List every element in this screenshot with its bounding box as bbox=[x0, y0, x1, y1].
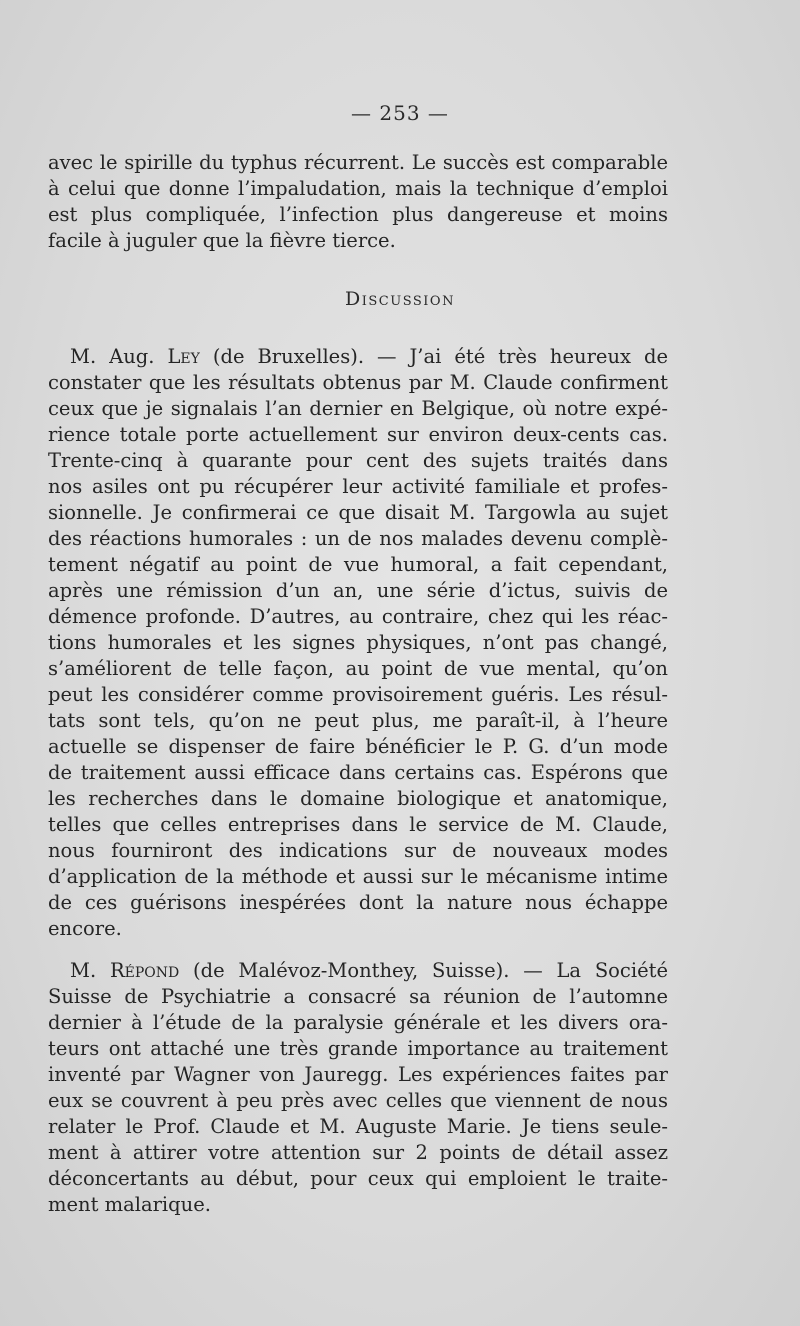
text-line: facile à juguler que la fièvre tierce. bbox=[48, 229, 396, 252]
text-line: tions humorales et les signes physiques, n’ont pas changé, bbox=[48, 631, 668, 654]
text-line-speaker bbox=[48, 958, 668, 984]
text-line: démence profonde. D’autres, au contraire, chez qui les réac- bbox=[48, 605, 668, 628]
text-line: de ces guérisons inespérées dont la nature nous échappe bbox=[48, 891, 668, 914]
text-line: sionnelle. Je confirmerai ce que disait M. Targowla au sujet bbox=[48, 501, 668, 524]
text-line: ceux que je signalais l’an dernier en Belgique, où notre expé- bbox=[48, 397, 668, 420]
text-line: constater que les résultats obtenus par M. Claude confirment bbox=[48, 371, 668, 394]
text-line: rience totale porte actuellement sur environ deux-cents cas. bbox=[48, 423, 668, 446]
text-line: déconcertants au début, pour ceux qui emploient le traite- bbox=[48, 1167, 668, 1190]
text-line: ment à attirer votre attention sur 2 points de détail assez bbox=[48, 1141, 668, 1164]
text-line: des réactions humorales : un de nos malades devenu complè- bbox=[48, 527, 668, 550]
text-line: ment malarique. bbox=[48, 1193, 211, 1216]
text-line: tement négatif au point de vue humoral, a fait cependant, bbox=[48, 553, 668, 576]
text-line-speaker bbox=[48, 344, 668, 370]
text-line: les recherches dans le domaine biologique et anatomique, bbox=[48, 787, 668, 810]
speaker-prefix: M. bbox=[70, 959, 110, 982]
text-line: de traitement aussi efficace dans certains cas. Espérons que bbox=[48, 761, 668, 784]
text-line: relater le Prof. Claude et M. Auguste Marie. Je tiens seule- bbox=[48, 1115, 668, 1138]
text-line: Trente-cinq à quarante pour cent des sujets traités dans bbox=[48, 449, 668, 472]
text-line: encore. bbox=[48, 917, 122, 940]
text-line: nos asiles ont pu récupérer leur activité familiale et profes- bbox=[48, 475, 668, 498]
text-line: dernier à l’étude de la paralysie générale et les divers ora- bbox=[48, 1011, 668, 1034]
paragraph-ley bbox=[48, 344, 668, 942]
text-line: peut les considérer comme provisoirement guéris. Les résul- bbox=[48, 683, 668, 706]
text-line: actuelle se dispenser de faire bénéficier le P. G. d’un mode bbox=[48, 735, 668, 758]
text-line: tats sont tels, qu’on ne peut plus, me paraît-il, à l’heure bbox=[48, 709, 668, 732]
text-line: est plus compliquée, l’infection plus dangereuse et moins bbox=[48, 203, 668, 226]
text-line: nous fourniront des indications sur de nouveaux modes bbox=[48, 839, 668, 862]
text-line: s’améliorent de telle façon, au point de vue mental, qu’on bbox=[48, 657, 668, 680]
section-heading: Discussion bbox=[345, 288, 455, 310]
speaker-name: Répond bbox=[109, 959, 180, 982]
text-line: teurs ont attaché une très grande importance au traitement bbox=[48, 1037, 668, 1060]
speaker-name: Ley bbox=[167, 345, 200, 368]
text-line: Suisse de Psychiatrie a consacré sa réunion de l’automne bbox=[48, 985, 668, 1008]
speaker-prefix: M. Aug. bbox=[70, 345, 168, 368]
page-number: — 253 — bbox=[351, 101, 449, 125]
text-line: avec le spirille du typhus récurrent. Le succès est comparable bbox=[48, 151, 668, 174]
text-line: après une rémission d’un an, une série d’ictus, suivis de bbox=[48, 579, 668, 602]
text-line: inventé par Wagner von Jauregg. Les expériences faites par bbox=[48, 1063, 668, 1086]
paragraph-repond bbox=[48, 958, 668, 1218]
text-line: telles que celles entreprises dans le service de M. Claude, bbox=[48, 813, 668, 836]
text-line: à celui que donne l’impaludation, mais la technique d’emploi bbox=[48, 177, 668, 200]
speaker-line-rest: (de Malévoz-Monthey, Suisse). — La Société bbox=[179, 959, 668, 982]
text-line: d’application de la méthode et aussi sur le mécanisme intime bbox=[48, 865, 668, 888]
text-line: eux se couvrent à peu près avec celles que viennent de nous bbox=[48, 1089, 668, 1112]
speaker-line-rest: (de Bruxelles). — J’ai été très heureux de bbox=[199, 345, 669, 368]
paragraph-continuation bbox=[48, 150, 668, 254]
